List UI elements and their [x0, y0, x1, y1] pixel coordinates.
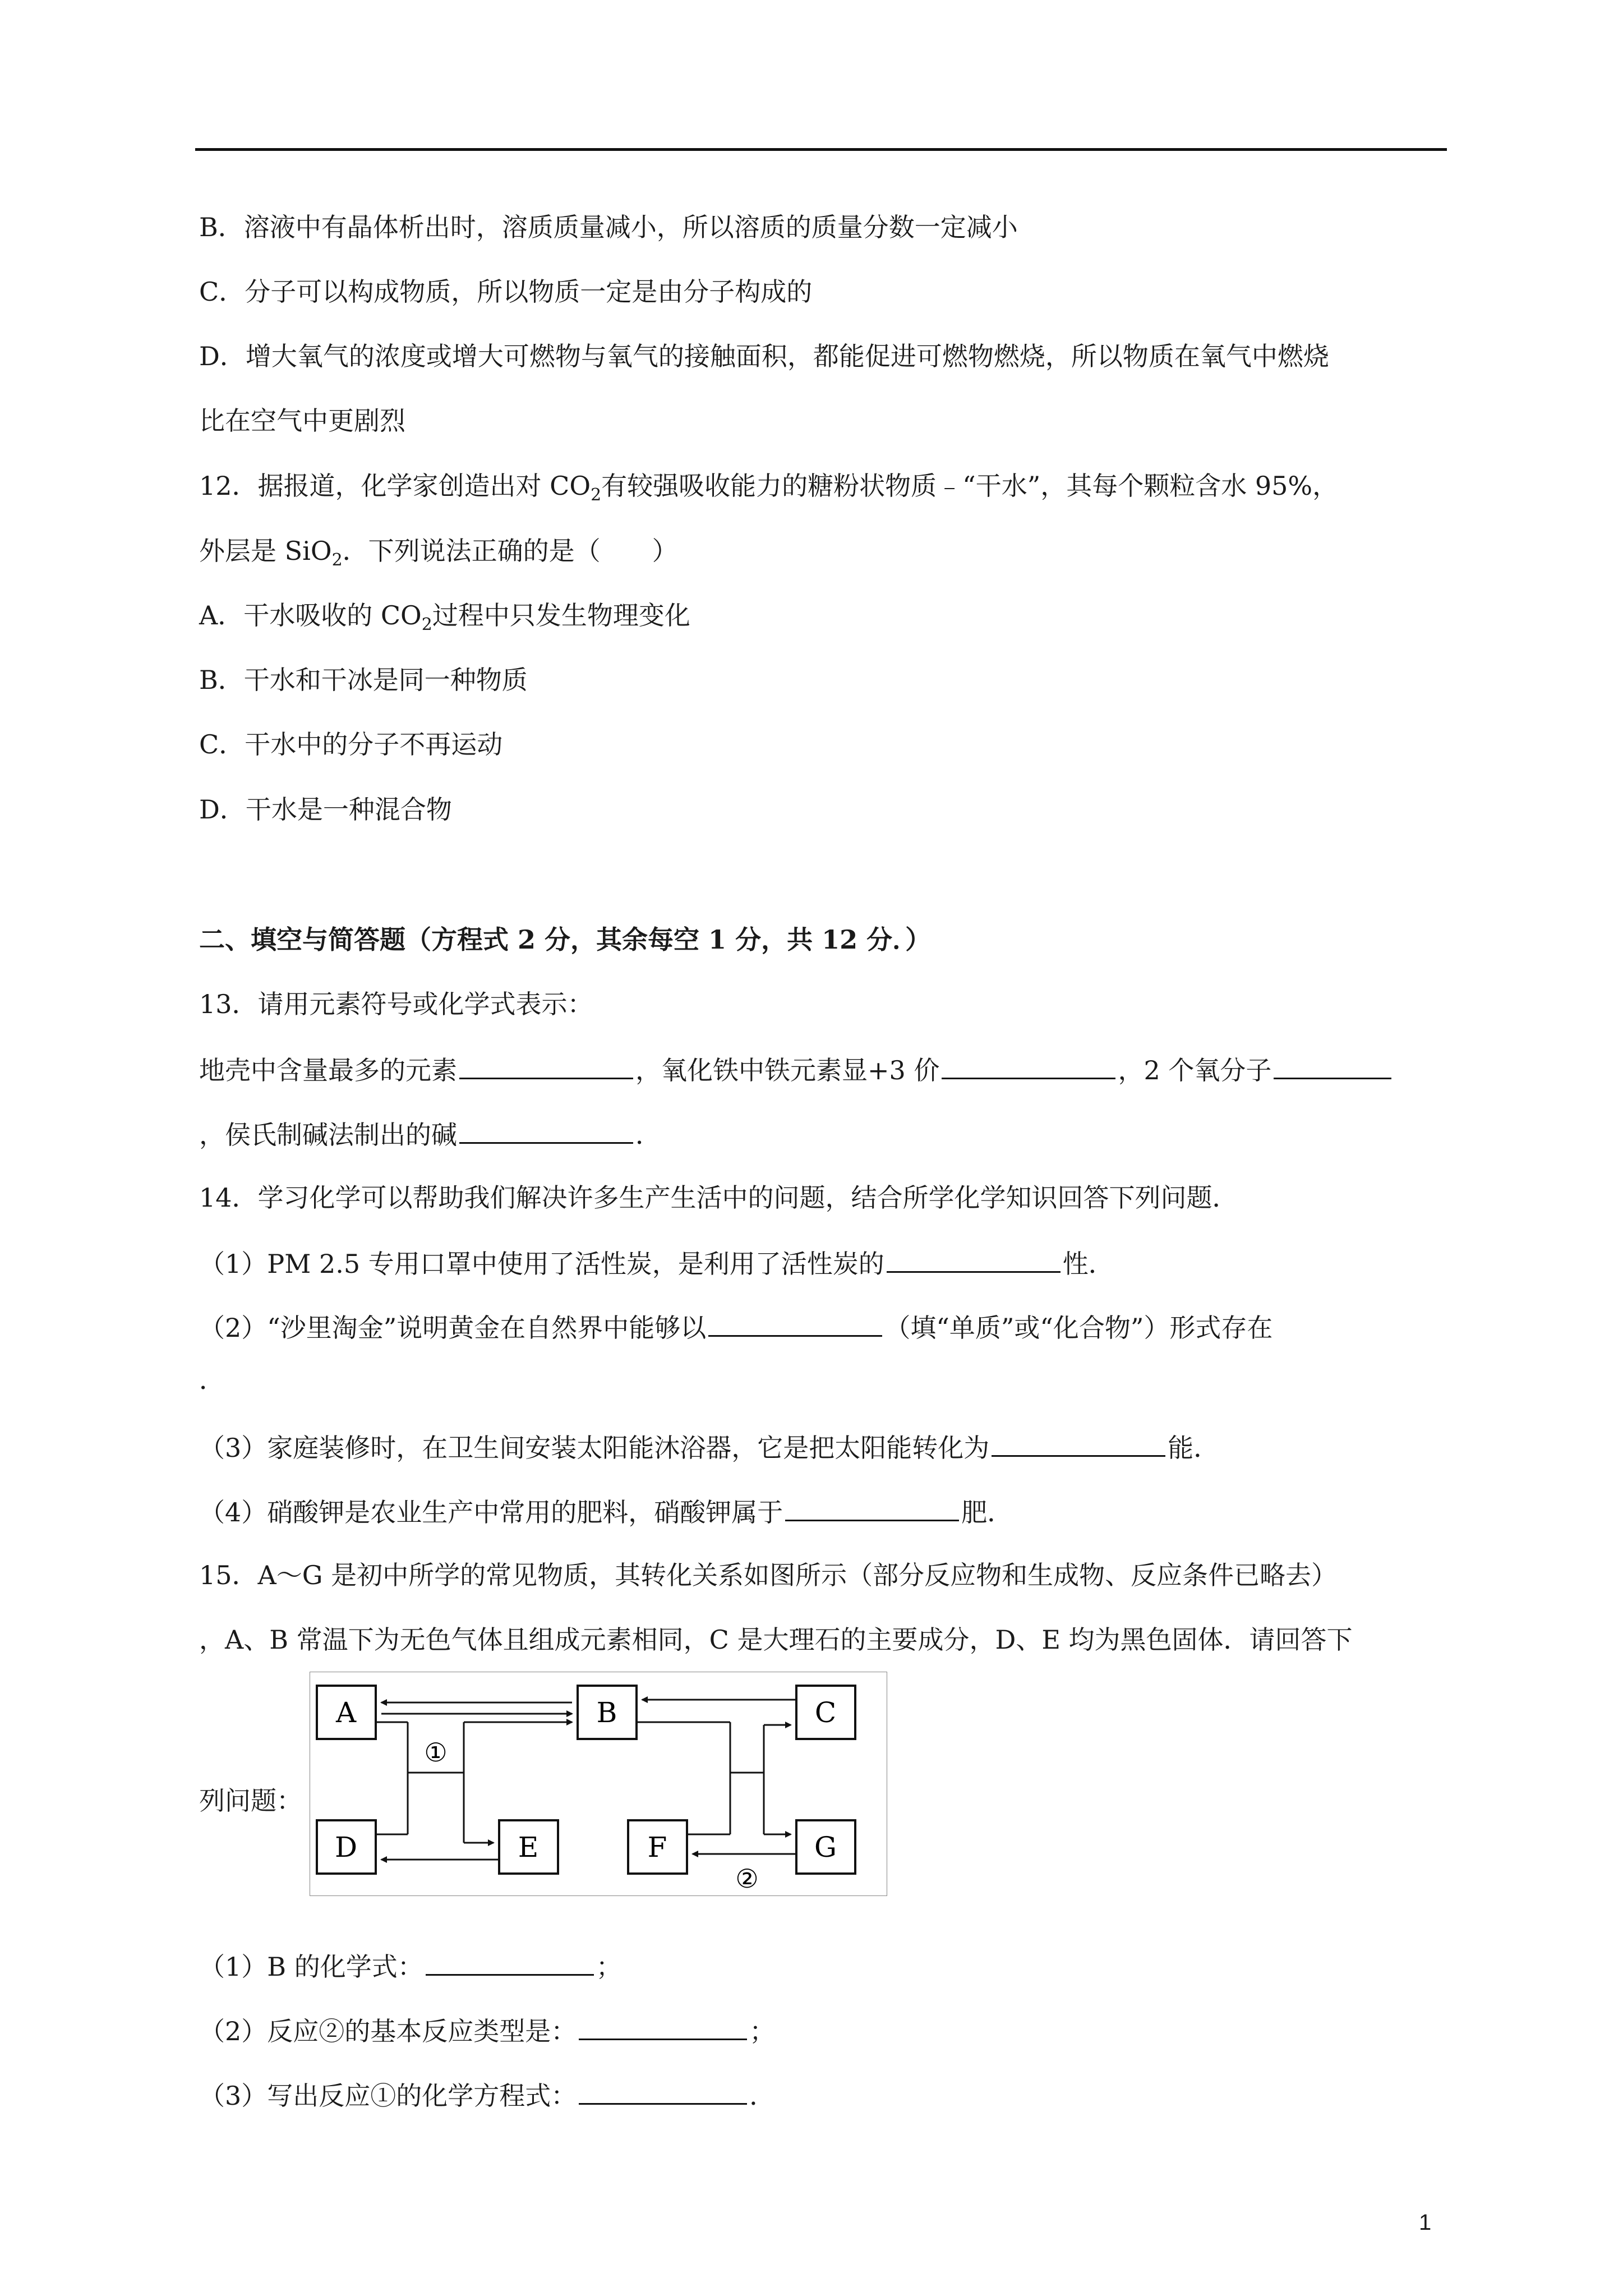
- answer-blank[interactable]: [887, 1245, 1061, 1273]
- q15-stem-end: [199, 1784, 302, 1818]
- q15-diagram-svg: [310, 1672, 887, 1896]
- q13-stem-text: 13．请用元素符号或化学式表示：: [199, 989, 593, 1019]
- q13-stem: [199, 987, 593, 1021]
- q12-option-a-part1: A．干水吸收的 CO: [199, 600, 422, 631]
- q15-part1: [199, 1948, 622, 1984]
- q15-transformation-diagram: [310, 1672, 887, 1896]
- q15-part2: [199, 2013, 775, 2048]
- answer-blank[interactable]: [992, 1429, 1165, 1457]
- answer-blank[interactable]: [708, 1309, 882, 1337]
- q12-option-a-part2: 过程中只发生物理变化: [432, 600, 690, 631]
- q12-stem: [199, 469, 1338, 503]
- q12-co2-subscript: 2: [591, 485, 602, 505]
- box-e: [499, 1820, 558, 1874]
- box-g-label: G: [814, 1831, 837, 1864]
- q15-p3-text-b: ．: [749, 2081, 776, 2111]
- header-rule: [195, 148, 1447, 151]
- q12-stem-part3: 外层是 SiO: [199, 536, 332, 566]
- q15-p1-text-a: （1）B 的化学式：: [199, 1952, 423, 1982]
- q13-line1: [199, 1052, 1394, 1087]
- q13-line2: [199, 1116, 661, 1152]
- q12-option-c-text: C．干水中的分子不再运动: [199, 729, 503, 760]
- q12-option-b-text: B．干水和干冰是同一种物质: [199, 665, 528, 695]
- section-heading: [199, 923, 931, 956]
- box-d-label: D: [334, 1831, 358, 1864]
- q14-stem-text: 14．学习化学可以帮助我们解决许多生产生活中的问题，结合所学化学知识回答下列问题．: [199, 1182, 1238, 1213]
- q13-text-a: 地壳中含量最多的元素: [199, 1055, 457, 1085]
- box-e-label: E: [518, 1831, 539, 1864]
- q13-text-c: ，2 个氧分子: [1118, 1055, 1272, 1085]
- box-a: [317, 1686, 376, 1739]
- q15-p2-text-b: ；: [749, 2016, 776, 2046]
- q15-stem-cont: [199, 1623, 1353, 1657]
- answer-blank[interactable]: [1274, 1052, 1391, 1079]
- box-b-label: B: [596, 1696, 617, 1729]
- answer-blank[interactable]: [785, 1494, 959, 1521]
- q14-p2-text-b: （填“单质”或“化合物”）形式存在: [884, 1313, 1273, 1343]
- q14-p1-text-a: （1）PM 2.5 专用口罩中使用了活性炭，是利用了活性炭的: [199, 1249, 884, 1279]
- q15-stem-line3: 列问题：: [199, 1786, 302, 1816]
- box-g: [796, 1820, 855, 1874]
- q11-option-b: [199, 210, 1018, 244]
- q15-p2-text-a: （2）反应②的基本反应类型是：: [199, 2016, 577, 2046]
- answer-blank[interactable]: [579, 2013, 747, 2040]
- q12-stem-part1: 12．据报道，化学家创造出对 CO: [199, 471, 591, 501]
- q14-part2: [199, 1309, 1272, 1345]
- section-heading-text: 二、填空与简答题（方程式 2 分，其余每空 1 分，共 12 分．）: [199, 924, 932, 955]
- q14-part4: [199, 1494, 1013, 1529]
- q15-stem-line2: ，A、B 常温下为无色气体且组成元素相同，C 是大理石的主要成分，D、E 均为黑色固体．请回答下: [199, 1625, 1353, 1655]
- page-number: 1: [1419, 2210, 1432, 2235]
- q11-option-c-text: C．分子可以构成物质，所以物质一定是由分子构成的: [199, 277, 813, 307]
- q14-p3-text-a: （3）家庭装修时，在卫生间安装太阳能沐浴器，它是把太阳能转化为: [199, 1433, 990, 1463]
- q11-option-d: [199, 339, 1329, 373]
- q15-part3: [199, 2077, 775, 2113]
- q13-text-e: ．: [635, 1120, 661, 1150]
- q14-p2-text-a: （2）“沙里淘金”说明黄金在自然界中能够以: [199, 1313, 707, 1343]
- q13-text-b: ，氧化铁中铁元素显+3 价: [635, 1055, 940, 1085]
- q14-p2-text-c: ．: [199, 1365, 225, 1395]
- answer-blank[interactable]: [459, 1116, 633, 1144]
- box-b: [578, 1686, 637, 1739]
- q12-option-a-subscript: 2: [421, 615, 432, 635]
- box-c-label: C: [814, 1696, 837, 1729]
- q11-option-d-text-cont: 比在空气中更剧烈: [199, 406, 405, 436]
- q11-option-c: [199, 275, 812, 309]
- q11-option-d-text: D．增大氧气的浓度或增大可燃物与氧气的接触面积，都能促进可燃物燃烧，所以物质在氧气中燃烧: [199, 341, 1329, 371]
- answer-blank[interactable]: [459, 1052, 633, 1079]
- q15-p1-text-b: ；: [596, 1952, 622, 1982]
- answer-blank[interactable]: [942, 1052, 1115, 1079]
- answer-blank[interactable]: [579, 2077, 747, 2105]
- reaction-1-label: ①: [424, 1737, 448, 1768]
- box-f-label: F: [647, 1831, 667, 1864]
- q14-p4-text-b: 肥．: [961, 1497, 1013, 1527]
- q14-p3-text-b: 能．: [1168, 1433, 1220, 1463]
- q14-part3: [199, 1429, 1219, 1465]
- q12-option-d-text: D．干水是一种混合物: [199, 794, 452, 825]
- q11-option-b-text: B．溶液中有晶体析出时，溶质质量减小，所以溶质的质量分数一定减小: [199, 212, 1018, 242]
- q15-p3-text-a: （3）写出反应①的化学方程式：: [199, 2081, 577, 2111]
- reaction-2-label: ②: [735, 1864, 759, 1894]
- q14-part1: [199, 1245, 1114, 1281]
- q15-stem: [199, 1558, 1337, 1592]
- box-a-label: A: [335, 1696, 357, 1729]
- answer-blank[interactable]: [426, 1948, 594, 1976]
- q12-option-b: [199, 663, 528, 697]
- q14-p1-text-b: 性．: [1062, 1249, 1114, 1279]
- q12-option-d: [199, 793, 452, 826]
- q14-part2-cont: [199, 1363, 225, 1397]
- q11-option-d-cont: [199, 404, 405, 438]
- q12-stem-cont: [199, 534, 678, 568]
- q12-sio2-subscript: 2: [331, 550, 343, 570]
- q12-stem-part4: ．下列说法正确的是（ ）: [342, 536, 678, 566]
- q14-stem: [199, 1181, 1238, 1214]
- box-f: [628, 1820, 687, 1874]
- q12-stem-part2: 有较强吸收能力的糖粉状物质﹣“干水”，其每个颗粒含水 95%，: [601, 471, 1339, 501]
- q13-text-d: ，侯氏制碱法制出的碱: [199, 1120, 457, 1150]
- q14-p4-text-a: （4）硝酸钾是农业生产中常用的肥料，硝酸钾属于: [199, 1497, 783, 1527]
- box-d: [317, 1820, 376, 1874]
- q12-option-c: [199, 728, 502, 761]
- box-c: [796, 1686, 855, 1739]
- q15-stem-line1: 15．A～G 是初中所学的常见物质，其转化关系如图所示（部分反应物和生成物、反应条件已略去）: [199, 1560, 1338, 1590]
- q12-option-a: [199, 599, 690, 635]
